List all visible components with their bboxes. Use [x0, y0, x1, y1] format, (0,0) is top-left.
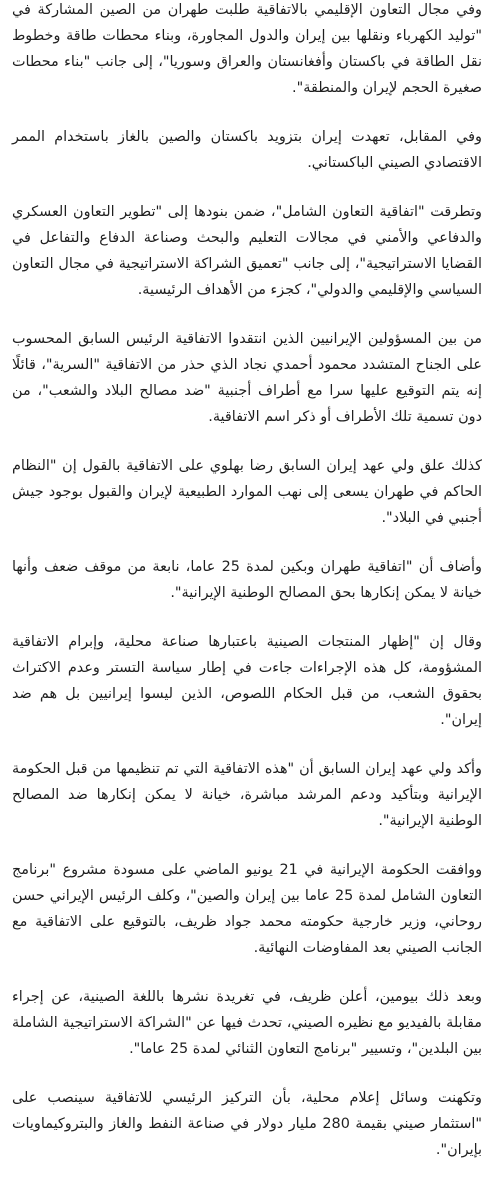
paragraph-zarif-tweet: وبعد ذلك بيومين، أعلن ظريف، في تغريدة نشرها باللغة الصينية، عن إجراء مقابلة بالفيديو مع نظيره الصيني، تحدث فيها عن "الشراكة الاستراتيجية الشاملة بين البلدين"، وتسيير "برنامج التعاون الثنائي لمدة 25 عاما". — [12, 989, 482, 1057]
paragraph-pahlavi-comment: كذلك علق ولي عهد إيران السابق رضا بهلوي على الاتفاقية بالقول إن "النظام الحاكم في طهران يسعى إلى نهب الموارد الطبيعية لإيران والقبول بوجود جيش أجنبي في البلاد". — [12, 458, 482, 526]
paragraph-military-cooperation: وتطرقت "اتفاقية التعاون الشامل"، ضمن بنودها إلى "تطوير التعاون العسكري والدفاعي والأمني في مجالات التعليم والبحث وصناعة الدفاع والتفاعل في القضايا الاستراتيجية"، إلى جانب "تعميق الشراكة الاستراتيجية في مجال التعاون السياسي والإقليمي والدولي"، كجزء من الأهداف الرئيسية. — [12, 204, 482, 298]
paragraph-gas-supply: وفي المقابل، تعهدت إيران بتزويد باكستان والصين بالغاز باستخدام الممر الاقتصادي الصيني الباكستاني. — [12, 129, 482, 171]
paragraph-pahlavi-betrayal: وأكد ولي عهد إيران السابق أن "هذه الاتفاقية التي تم تنظيمها من قبل الحكومة الإيرانية وبتأكيد ودعم المرشد مباشرة، خيانة لا يمكن إنكارها ضد المصالح الوطنية الإيرانية". — [12, 761, 482, 829]
paragraph-pahlavi-products: وقال إن "إظهار المنتجات الصينية باعتبارها صناعة محلية، وإبرام الاتفاقية المشؤومة، كل هذه الإجراءات جاءت في إطار سياسة التستر وعدم الاكتراث بحقوق الشعب، من قبل الحكام اللصوص، الذين ليسوا إيرانيين بل هم ضد إيران". — [12, 634, 482, 728]
paragraph-investment-focus: وتكهنت وسائل إعلام محلية، بأن التركيز الرئيسي للاتفاقية سينصب على "استثمار صيني بقيمة 280 مليار دولار في صناعة النفط والغاز والبتروكيماويات بإيران". — [12, 1090, 482, 1158]
paragraph-ahmadinejad-criticism: من بين المسؤولين الإيرانيين الذين انتقدوا الاتفاقية الرئيس السابق المحسوب على الجناح المتشدد محمود أحمدي نجاد الذي حذر من الاتفاقية "السرية"، قائلًا إنه يتم التوقيع عليها سرا مع أطراف أجنبية "ضد مصالح البلاد والشعب"، من دون تسمية تلك الأطراف أو ذكر اسم الاتفاقية. — [12, 331, 482, 425]
paragraph-government-approval: ووافقت الحكومة الإيرانية في 21 يونيو الماضي على مسودة مشروع "برنامج التعاون الشامل لمدة 25 عاما بين إيران والصين"، وكلف الرئيس الإيراني حسن روحاني، وزير خارجية حكومته محمد جواد ظريف، بالتوقيع على الاتفاقية مع الجانب الصيني بعد المفاوضات النهائية. — [12, 862, 483, 956]
paragraph-pahlavi-weakness: وأضاف أن "اتفاقية طهران وبكين لمدة 25 عاما، نابعة من موقف ضعف وأنها خيانة لا يمكن إنكارها بحق المصالح الوطنية الإيرانية". — [12, 559, 482, 601]
paragraph-regional-cooperation: وفي مجال التعاون الإقليمي بالاتفاقية طلبت طهران من الصين المشاركة في "توليد الكهرباء ونقلها بين إيران والدول المجاورة، وبناء محطات طاقة وخطوط نقل الطاقة في باكستان وأفغانستان والعراق وسوريا"، إلى جانب "بناء محطات صغيرة الحجم لإيران والمنطقة". — [12, 2, 482, 96]
